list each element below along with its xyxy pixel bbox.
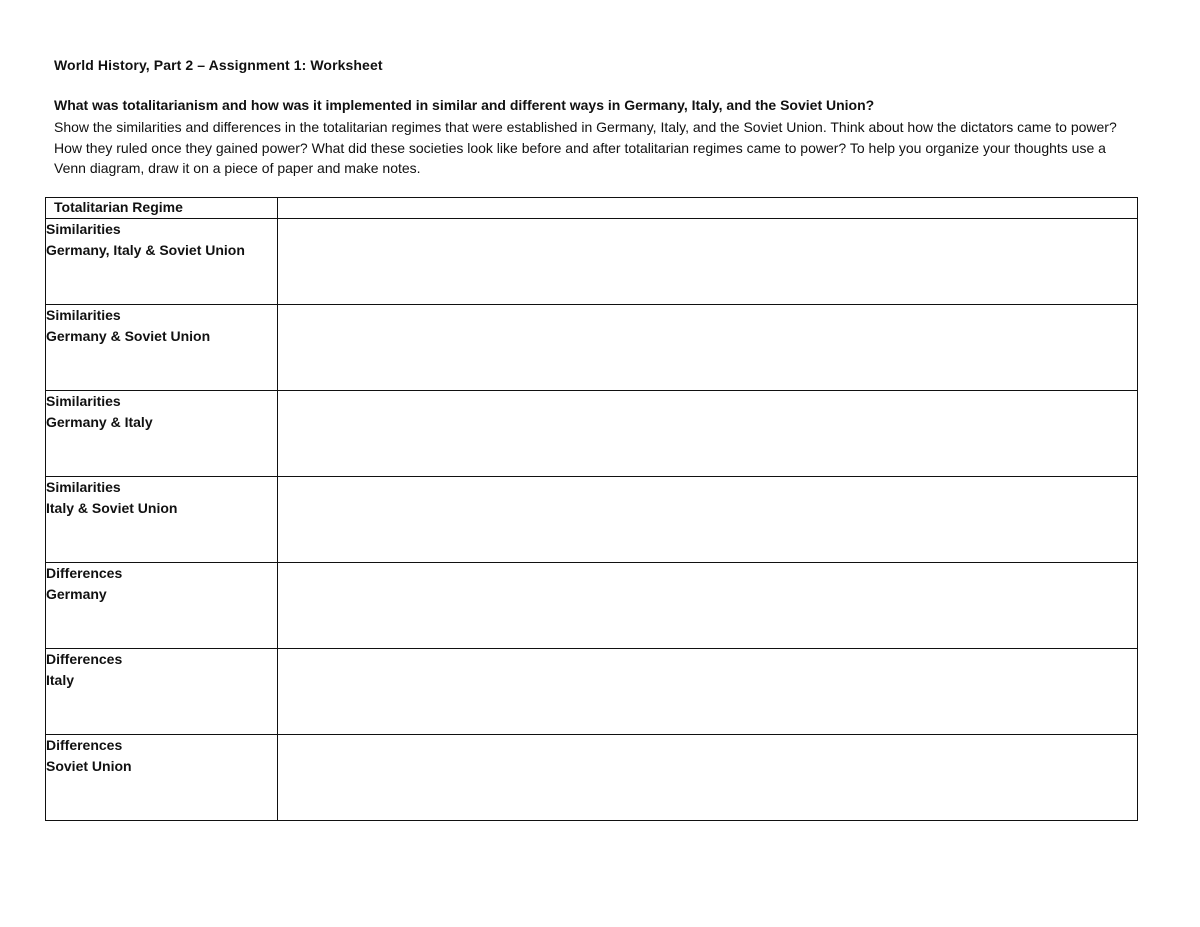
category-cell <box>46 735 278 821</box>
essential-question: What was totalitarianism and how was it implemented in similar and different ways in Germany, Italy, and the Soviet Union? <box>54 97 875 113</box>
category-subject: Italy & Soviet Union <box>46 500 178 516</box>
category-type: Differences <box>46 651 123 667</box>
answer-cell[interactable] <box>278 649 1138 735</box>
category-type: Differences <box>46 737 123 753</box>
category-type: Similarities <box>46 221 121 237</box>
table-row <box>46 735 1138 821</box>
category-type: Similarities <box>46 479 121 495</box>
answer-cell[interactable] <box>278 563 1138 649</box>
category-cell <box>46 477 278 563</box>
table-row <box>46 563 1138 649</box>
category-subject: Germany, Italy & Soviet Union <box>46 242 245 258</box>
table-row <box>46 477 1138 563</box>
table-header-row <box>46 198 1138 219</box>
category-type: Similarities <box>46 393 121 409</box>
answer-cell[interactable] <box>278 219 1138 305</box>
category-cell <box>46 563 278 649</box>
table-row <box>46 305 1138 391</box>
answer-cell[interactable] <box>278 735 1138 821</box>
instructions-paragraph: Show the similarities and differences in the totalitarian regimes that were established in Germany, Italy, and the Soviet Union. Think about how the dictators came to power? How they ruled once they gained power? What did these societies look like before and after totalitarian regimes came to power? To help you organize your thoughts use a Venn diagram, draw it on a piece of paper and make notes. <box>54 119 1117 176</box>
document-title: World History, Part 2 – Assignment 1: Worksheet <box>54 57 383 73</box>
category-cell <box>46 649 278 735</box>
table-row <box>46 219 1138 305</box>
category-subject: Italy <box>46 672 75 688</box>
category-type: Similarities <box>46 307 121 323</box>
header-label-cell: Totalitarian Regime <box>46 198 278 219</box>
category-subject: Germany <box>46 586 107 602</box>
category-cell <box>46 219 278 305</box>
category-subject: Germany & Italy <box>46 414 153 430</box>
answer-cell[interactable] <box>278 477 1138 563</box>
answer-cell[interactable] <box>278 305 1138 391</box>
category-subject: Germany & Soviet Union <box>46 328 211 344</box>
table-row <box>46 391 1138 477</box>
header-value-cell[interactable] <box>278 198 1138 219</box>
category-cell <box>46 391 278 477</box>
category-cell <box>46 305 278 391</box>
answer-cell[interactable] <box>278 391 1138 477</box>
table-row <box>46 649 1138 735</box>
category-subject: Soviet Union <box>46 758 132 774</box>
comparison-table <box>45 197 1138 821</box>
category-type: Differences <box>46 565 123 581</box>
